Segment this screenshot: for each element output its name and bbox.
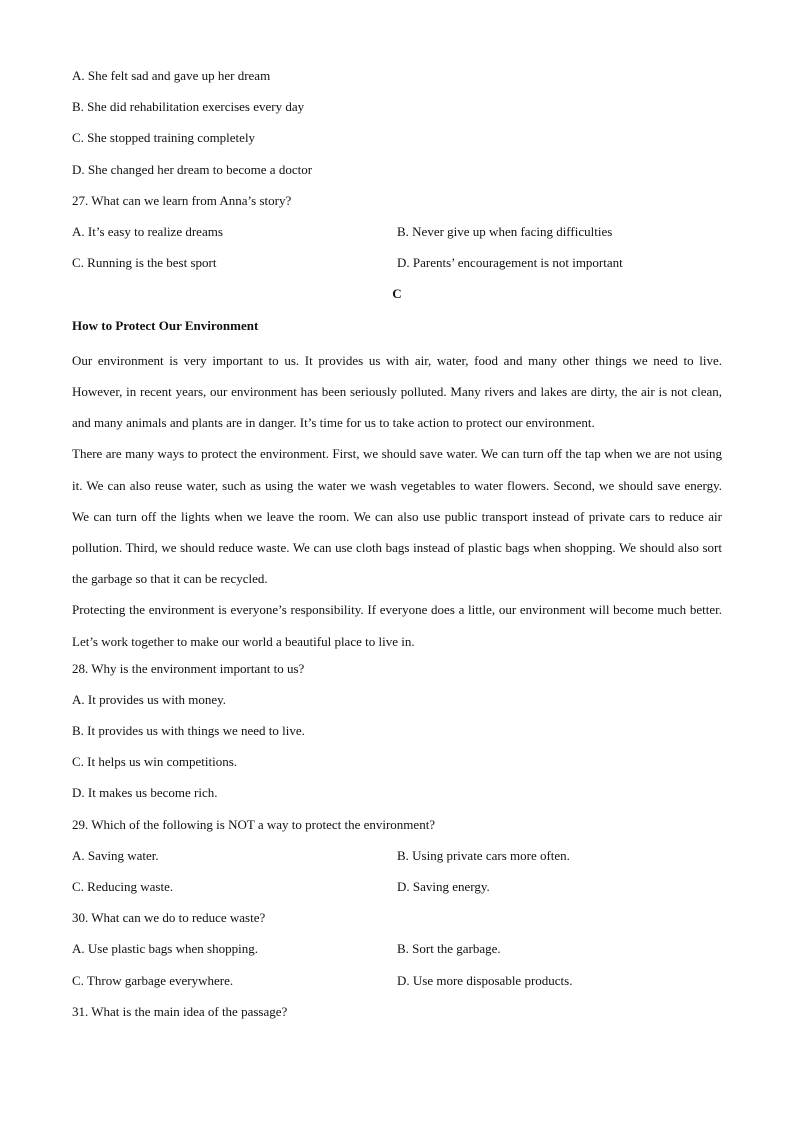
- q26-option-d: D. She changed her dream to become a doctor: [72, 161, 313, 177]
- q29-option-c: C. Reducing waste.: [72, 879, 174, 895]
- q27-option-c: C. Running is the best sport: [72, 255, 217, 271]
- passage-title: How to Protect Our Environment: [72, 317, 259, 333]
- q29-options-row-2: [72, 875, 722, 906]
- section-letter: C: [392, 286, 402, 302]
- q26-option-b: B. She did rehabilitation exercises every day: [72, 99, 305, 115]
- q28-question: 28. Why is the environment important to us?: [72, 660, 305, 676]
- q30-option-c: C. Throw garbage everywhere.: [72, 972, 234, 988]
- q29-option-a: A. Saving water.: [72, 847, 159, 863]
- q29-option-b: B. Using private cars more often.: [397, 847, 570, 863]
- q26-option-c: C. She stopped training completely: [72, 130, 256, 146]
- passage-paragraph-3: Protecting the environment is everyone’s responsibility. If everyone does a little, our environment will become much better. Let’s work together to make our world a beautiful place to live in.: [72, 602, 722, 649]
- q29-option-d: D. Saving energy.: [397, 879, 490, 895]
- q30-options-row-2: [72, 969, 722, 1000]
- q29-question: 29. Which of the following is NOT a way to protect the environment?: [72, 816, 436, 832]
- q30-question: 30. What can we do to reduce waste?: [72, 910, 266, 926]
- passage-paragraph-1: Our environment is very important to us. It provides us with air, water, food and many other things we need to live. However, in recent years, our environment has been seriously polluted. Many rivers and lakes are dirty, the air is not clean, and many animals and plants are in danger. It’s time for us to take action to protect our environment.: [72, 352, 722, 431]
- q27-option-b: B. Never give up when facing difficulties: [397, 223, 613, 239]
- q30-option-b: B. Sort the garbage.: [397, 941, 501, 957]
- q28-option-c: C. It helps us win competitions.: [72, 754, 238, 770]
- q30-option-a: A. Use plastic bags when shopping.: [72, 941, 258, 957]
- q27-option-a: A. It’s easy to realize dreams: [72, 223, 223, 239]
- exam-page: [72, 64, 722, 1031]
- q28-option-d: D. It makes us become rich.: [72, 785, 218, 801]
- q26-option-a: A. She felt sad and gave up her dream: [72, 68, 271, 83]
- q27-option-d: D. Parents’ encouragement is not important: [397, 255, 623, 271]
- q31-question: 31. What is the main idea of the passage?: [72, 1003, 288, 1019]
- passage-paragraph-2: There are many ways to protect the environment. First, we should save water. We can turn off the tap when we are not using it. We can also reuse water, such as using the water we wash vegetables to water flowers. Second, we should save energy. We can turn off the lights when we leave the room. We can also use public transport instead of private cars to reduce air pollution. Third, we should reduce waste. We can use cloth bags instead of plastic bags when shopping. We should also sort the garbage so that it can be recycled.: [72, 446, 722, 587]
- q27-question: 27. What can we learn from Anna’s story?: [72, 192, 292, 208]
- q27-options-row-1: [72, 220, 722, 251]
- q28-option-a: A. It provides us with money.: [72, 691, 227, 707]
- q30-options-row-1: [72, 937, 722, 968]
- q27-options-row-2: [72, 251, 722, 282]
- q29-options-row-1: [72, 844, 722, 875]
- q30-option-d: D. Use more disposable products.: [397, 972, 573, 988]
- q28-option-b: B. It provides us with things we need to live.: [72, 723, 305, 739]
